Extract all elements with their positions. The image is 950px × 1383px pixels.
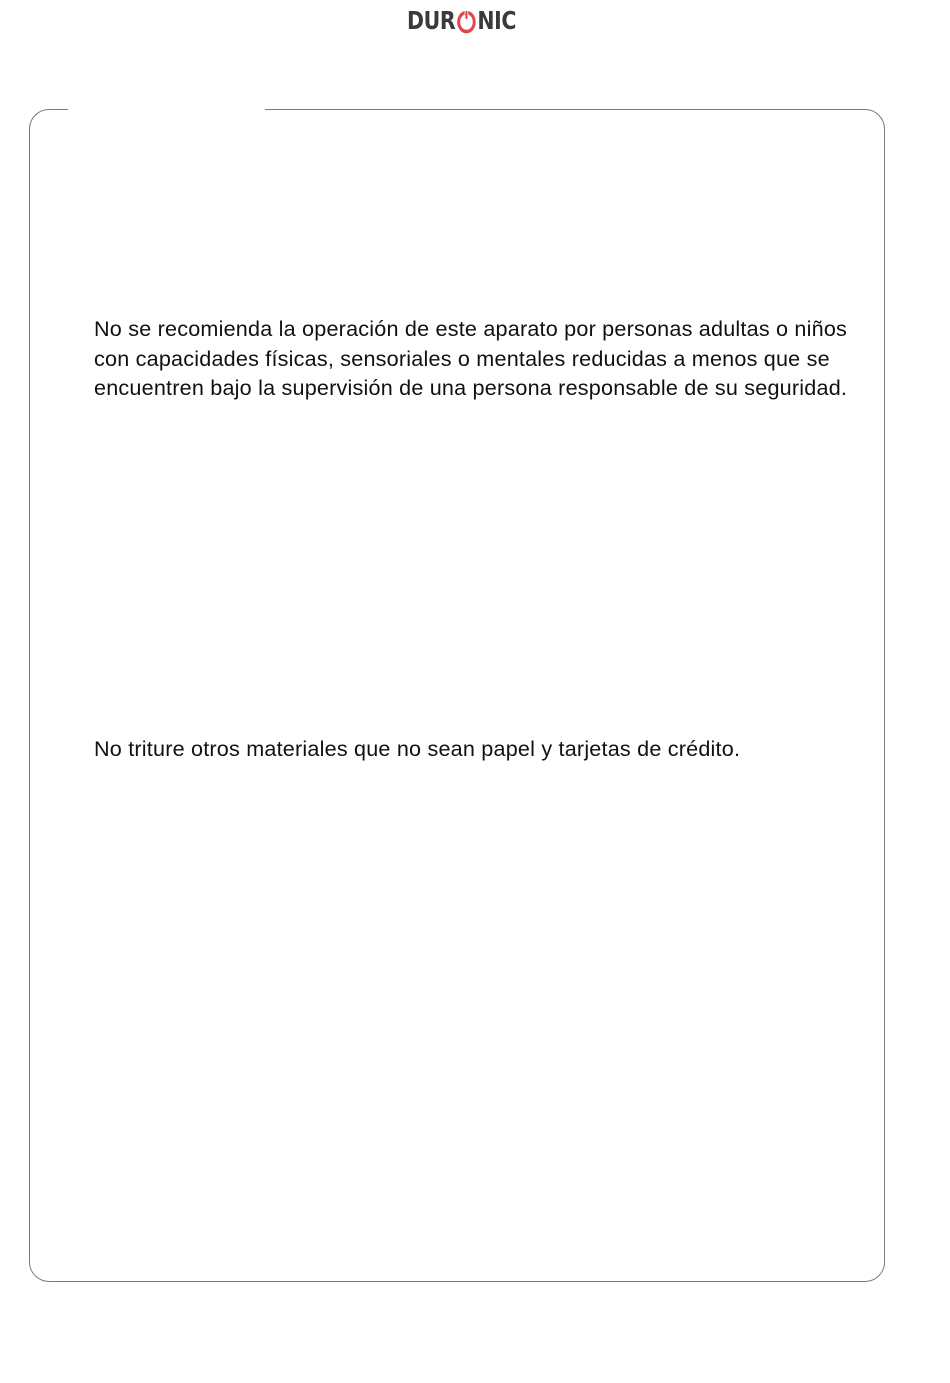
duronic-logo bbox=[407, 8, 516, 34]
page-header bbox=[0, 0, 950, 60]
power-icon bbox=[456, 8, 477, 34]
logo-text-start: DUR bbox=[407, 6, 456, 35]
safety-paragraph-supervision: No se recomienda la operación de este aparato por personas adultas o niños con capacidades físicas, sensoriales o mentales reducidas a menos que se encuentren bajo la supervisión de una persona responsable de su seguridad. bbox=[94, 316, 848, 400]
logo-text-end: NIC bbox=[477, 6, 516, 35]
safety-paragraph-materials: No triture otros materiales que no sean papel y tarjetas de crédito. bbox=[94, 736, 741, 761]
content-frame bbox=[29, 109, 885, 1282]
frame-title-gap bbox=[68, 107, 265, 113]
